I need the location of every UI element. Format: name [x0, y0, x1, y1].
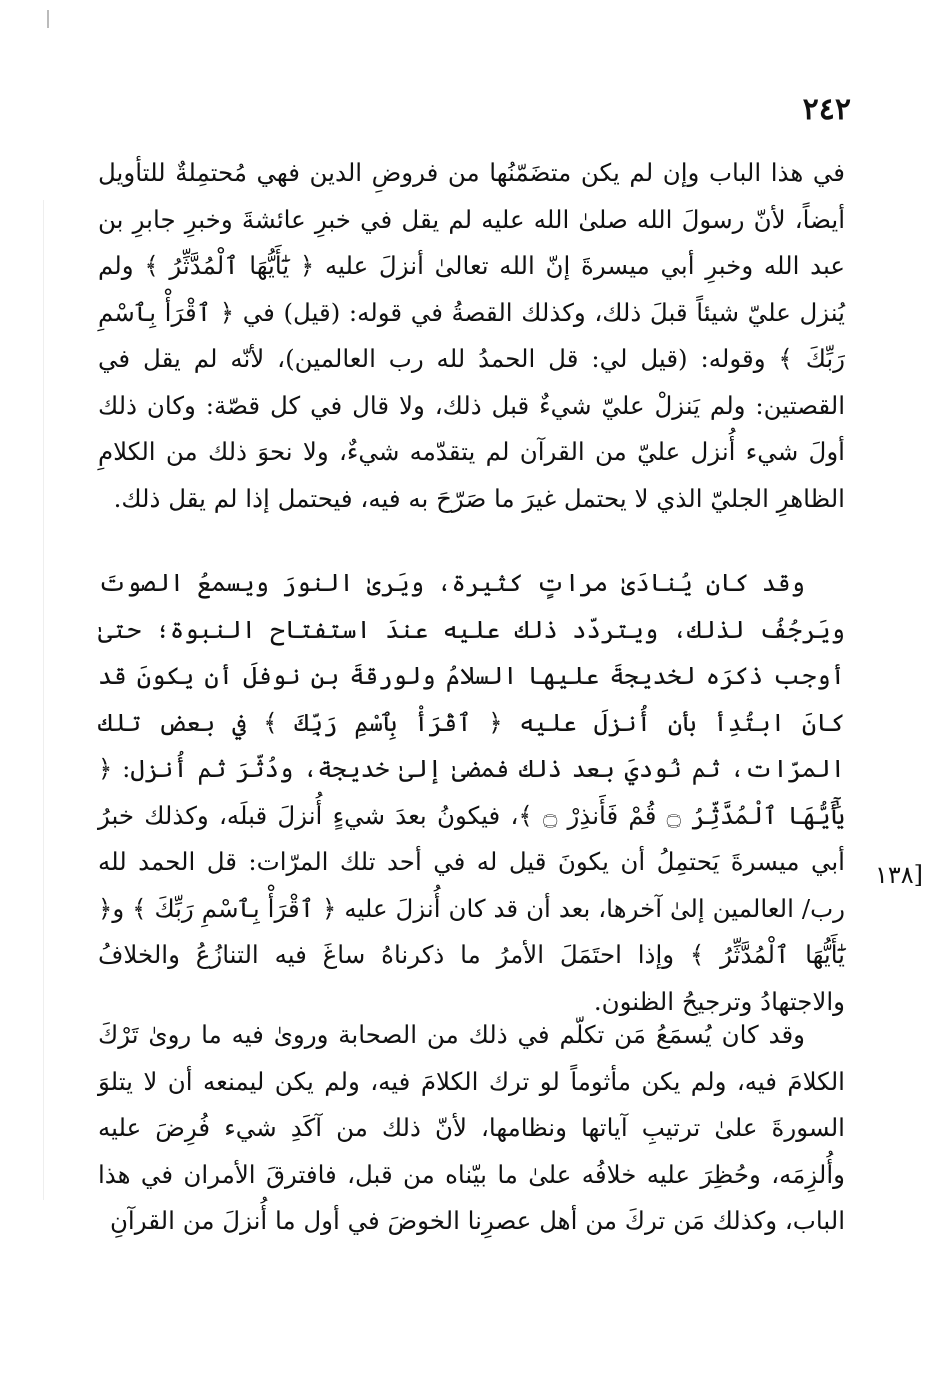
body-text-3: [98, 1012, 845, 1245]
paragraph-3: وقد كان يُسمَعُ مَن تكلّم في ذلك من الصحابة وروىٰ فيه ما روىٰ تَرْكَ الكلامَ فيه، ولم يكن مأثوماً لو ترك الكلامَ فيه، ولم يكن ليمنعه أن لا يتلوَ السورةَ علىٰ ترتيبِ آياتها ونظامها، لأنّ ذلك من آكَدِ شيء فُرِضَ عليه وأُلزِمَه، وحُظِرَ عليه خلافُه علىٰ ما بيّناه من قبل، فافترقَ الأمران في هذا الباب، وكذلك مَن تركَ من أهل عصرِنا الخوضَ في أول ما أُنزلَ من القرآنِ: [98, 1020, 845, 1235]
scan-mark: [47, 10, 49, 28]
paragraph-2: وقد كان يُنادَىٰ مراتٍ كثيرة، ويَرىٰ النورَ ويسمعُ الصوتَ ويَرجُفُ لذلك، ويتردّد ذلك عليه عندَ استفتاح النبوة؛ حتىٰ أوجب ذكرَه لخديجةَ عليها السلامُ ولورقةَ بن نوفلَ أن يكونَ قد كانَ ابتُدِأ بأن أُنزلَ عليه ﴿ ٱقْرَأْ بِٱسْمِ رَبِّكَ ﴾ في بعض تلك المرّات، ثم نُوديَ بعد ذلك فمضىٰ إلىٰ خديجة، ودُثّرَ ثم أُنزل: ﴿ يَٰٓأَيُّهَا ٱلْمُدَّثِّرُ ۝ قُمْ فَأَنذِرْ ۝ ﴾، فيكونُ بعدَ شيءٍ أُنزلَ قبلَه، وكذلك خبرُ أبي ميسرةَ يَحتمِلُ أن يكونَ قيل له في أحد تلك المرّات: قل الحمد لله رب/ العالمين إلىٰ آخرها، بعد أن قد كان أُنزلَ عليه ﴿ ٱقْرَأْ بِٱسْمِ رَبِّكَ ﴾ و﴿ يَٰٓأَيُّهَا ٱلْمُدَّثِّرُ ﴾ وإذا احتَمَلَ الأمرُ ما ذكرناهُ ساغَ فيه التنازُعُ والخلافُ والاجتهادُ وترجيحُ الظنون.: [98, 568, 845, 1016]
scan-edge-line: [43, 200, 44, 1200]
paragraph-1: في هذا الباب وإن لم يكن متضَمّنُها من فروضِ الدين فهي مُحتمِلةٌ للتأويل أيضاً، لأنّ رسولَ الله صلىٰ الله عليه لم يقل في خبرِ عائشةَ وخبرِ جابرِ بن عبد الله وخبرِ أبي ميسرةَ إنّ الله تعالىٰ أنزلَ عليه ﴿ يَٰٓأَيُّهَا ٱلْمُدَّثِّرُ ﴾ ولم يُنزل عليّ شيئاً قبلَ ذلك، وكذلك القصةُ في قوله: (قيل) في ﴿ ٱقْرَأْ بِٱسْمِ رَبِّكَ ﴾ وقوله: (قيل لي: قل الحمدُ لله رب العالمين)، لأنّه لم يقل في القصتين: ولم يَنزلْ عليّ شيءٌ قبل ذلك، ولا قال في كل قصّة: وكان ذلك أولَ شيء أُنزل عليّ من القرآن لم يتقدّمه شيءٌ، ولا نحوَ ذلك من الكلامِ الظاهرِ الجليّ الذي لا يحتمل غيرَ ما صَرّحَ به فيه، فيحتمل إذا لم يقل ذلك.: [98, 158, 845, 513]
page-number: ٢٤٢: [802, 92, 851, 127]
body-text-2: [98, 560, 845, 1025]
body-text: [98, 150, 845, 522]
margin-reference: [١٣٨: [874, 861, 923, 889]
